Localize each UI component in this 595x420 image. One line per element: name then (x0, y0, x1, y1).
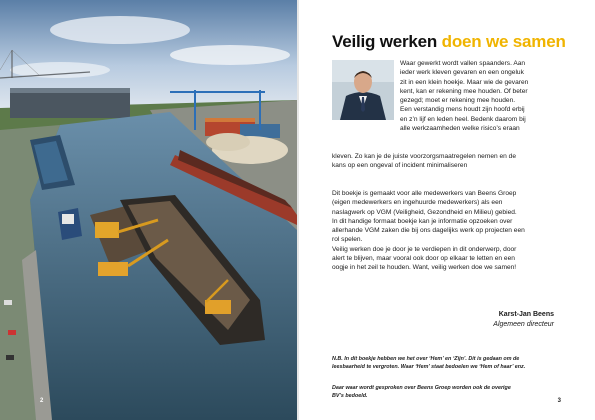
text-line: ieder werk kleven gevaren en een ongeluk (400, 69, 524, 77)
text-line: Dit boekje is gemaakt voor alle medewerkers van Beens Groep (332, 190, 517, 197)
intro-paragraph-tail (332, 152, 568, 171)
text-line: N.B. In dit boekje hebben we het over ‘Hem’ en ‘Zijn’. Dit is gedaan om de (332, 356, 520, 362)
text-line: (eigen medewerkers en ingehuurde medewerkers) als een (332, 199, 503, 207)
text-line: leesbaarheid te vergroten. Waar ‘Hem’ staat bedoelen we ‘Hem of haar’ enz. (332, 364, 526, 370)
text-line: alert te blijven, maar vooral ook door op elkaar te letten en een (332, 255, 515, 263)
text-line: Veilig werken doe je door je te verdiepen in dit onderwerp, door (332, 245, 517, 253)
intro-paragraph-wrapped (400, 59, 560, 133)
text-line: rol spelen. (332, 236, 363, 244)
footnote-bv (332, 384, 562, 400)
page-number-right: 3 (557, 398, 561, 404)
headline-part-dark: Veilig werken (332, 32, 438, 51)
director-portrait (332, 60, 394, 120)
text-line: kans op een ongeval of incident minimaliseren (332, 162, 468, 170)
text-line: kleven. Zo kan je de juiste voorzorgsmaatregelen nemen en de (332, 153, 517, 160)
text-line: gezegd; moet er rekening mee houden. (400, 97, 516, 105)
aerial-harbor-photo (0, 0, 297, 420)
text-line: In dit handige formaat boekje kan je informatie opzoeken over (332, 217, 513, 225)
text-line: Daar waar wordt gesproken over Beens Groep worden ook de overige (332, 385, 511, 391)
text-line: Waar gewerkt wordt vallen spaanders. Aan (400, 60, 526, 67)
signature-role: Algemeen directeur (493, 321, 554, 328)
text-line: zit in een klein hoekje. Maar wie de gevaren (400, 78, 529, 86)
page-number-left: 2 (40, 398, 44, 404)
right-page (299, 0, 595, 420)
left-page (0, 0, 297, 420)
text-line: alle werkzaamheden welke risico’s eraan (400, 125, 520, 133)
footnote-gender (332, 355, 562, 371)
text-line: oogje in het zeil te houden. Want, veilig werken doe we samen! (332, 264, 517, 272)
text-line: Een verstandig mens houdt zijn hoofd erbij (400, 106, 525, 114)
text-line: en z’n lijf en leden heel. Bedenk daarom bij (400, 115, 526, 123)
signature-name: Karst-Jan Beens (498, 311, 554, 318)
page-headline (332, 32, 566, 52)
text-line: naslagwerk op VGM (Veiligheid, Gezondheid en Milieu) gebied. (332, 208, 517, 216)
headline-part-accent: doen we samen (441, 32, 566, 51)
text-line: allerhande VGM zaken die bij ons dagelijks werk op projecten een (332, 227, 525, 235)
body-paragraph (332, 189, 568, 273)
text-line: kent, kan er rekening mee houden. Of beter (400, 87, 528, 95)
text-line: BV’s bedoeld. (332, 393, 368, 399)
